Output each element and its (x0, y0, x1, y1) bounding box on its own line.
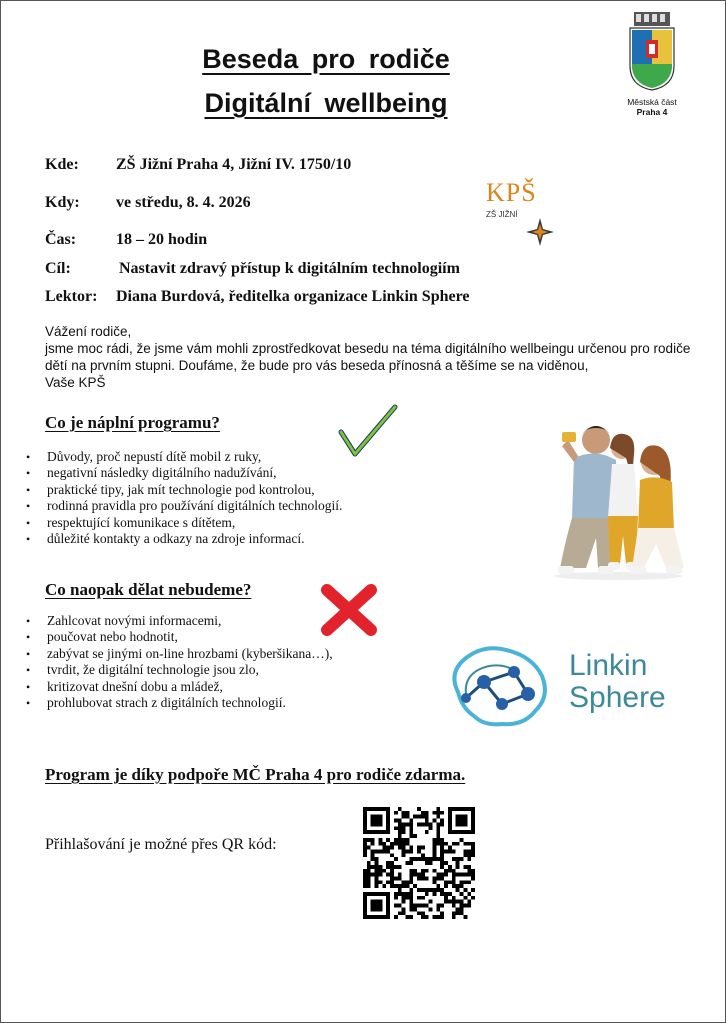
list-item: • respektující komunikace s dítětem, (26, 515, 342, 531)
free-program-note: Program je díky podpoře MČ Praha 4 pro rodiče zdarma. (45, 765, 466, 784)
linkin-sphere-text-line2: Sphere (569, 681, 666, 714)
list-item: • Zahlcovat novými informacemi, (26, 613, 333, 629)
praha4-crest-logo (620, 10, 684, 117)
page-title-line2: Digitální wellbeing (204, 88, 448, 118)
intro-line: Vaše KPŠ (45, 375, 106, 390)
detail-value-lecturer: Diana Burdová, ředitelka organizace Linkin Sphere (116, 288, 470, 305)
page-title-line1: Beseda pro rodiče (202, 44, 450, 74)
list-item: • kritizovat dnešní dobu a mládež, (26, 679, 333, 695)
detail-value-goal: Nastavit zdravý přístup k digitálním technologiím (119, 260, 460, 277)
list-item: • praktické tipy, jak mít technologie pod kontrolou, (26, 482, 342, 498)
registration-text: Přihlašování je možné přes QR kód: (45, 836, 277, 853)
registration-qr-code[interactable] (363, 806, 475, 920)
program-list (26, 449, 342, 547)
list-item: • prohlubovat strach z digitálních technologií. (26, 695, 333, 711)
compass-star-icon (526, 218, 554, 246)
kps-logo-subtext: ZŠ JIŽNÍ (486, 210, 518, 219)
not-doing-heading: Co naopak dělat nebudeme? (45, 580, 252, 599)
crest-caption-line2: Praha 4 (636, 107, 668, 117)
not-doing-list (26, 613, 333, 711)
list-item: • tvrdit, že digitální technologie jsou zlo, (26, 662, 333, 678)
family-selfie-photo (548, 418, 688, 580)
list-item: • zabývat se jinými on-line hrozbami (kyberšikana…), (26, 646, 333, 662)
detail-label-where: Kde: (45, 156, 79, 173)
detail-label-time: Čas: (45, 231, 77, 248)
checkmark-icon (338, 404, 398, 458)
crest-caption-line1: Městská část (627, 97, 677, 107)
detail-value-when: ve středu, 8. 4. 2026 (116, 194, 251, 211)
brain-network-icon (444, 642, 552, 730)
list-item: • negativní následky digitálního nadužívání, (26, 465, 342, 481)
kps-logo-text: KPŠ (486, 178, 537, 207)
intro-paragraph (45, 323, 690, 391)
list-item: • Důvody, proč nepustí dítě mobil z ruky, (26, 449, 342, 465)
detail-value-where: ZŠ Jižní Praha 4, Jižní IV. 1750/10 (116, 156, 352, 173)
linkin-sphere-text-line1: Linkin (569, 649, 648, 682)
intro-line: dětí na prvním stupni. Doufáme, že bude pro vás beseda přínosná a těšíme se na viděnou, (45, 358, 589, 373)
program-heading: Co je náplní programu? (45, 413, 220, 432)
detail-label-when: Kdy: (45, 194, 80, 211)
intro-line: jsme moc rádi, že jsme vám mohli zprostředkovat besedu na téma digitálního wellbeingu určenou pro rodiče (45, 341, 691, 356)
linkin-sphere-logo (444, 640, 684, 732)
list-item: • poučovat nebo hodnotit, (26, 629, 333, 645)
detail-label-lecturer: Lektor: (45, 288, 98, 305)
list-item: • důležité kontakty a odkazy na zdroje informací. (26, 531, 342, 547)
list-item: • rodinná pravidla pro používání digitálních technologií. (26, 498, 342, 514)
detail-value-time: 18 – 20 hodin (116, 231, 208, 248)
kps-logo (484, 176, 564, 246)
intro-line: Vážení rodiče, (45, 324, 132, 339)
detail-label-goal: Cíl: (45, 260, 71, 277)
praha4-crest-icon (620, 10, 684, 92)
